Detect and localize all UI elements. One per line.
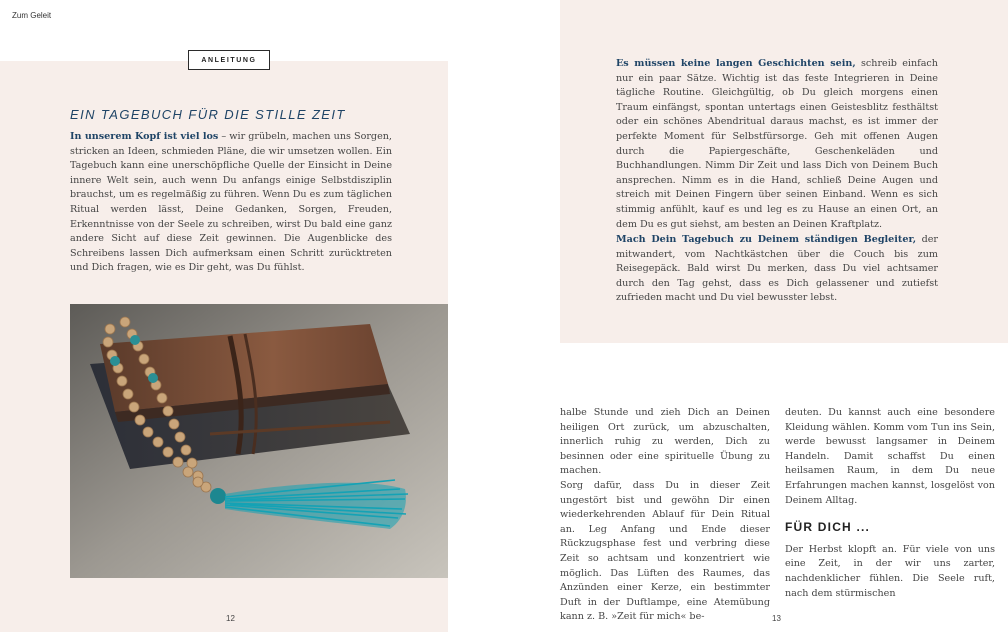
box-paragraph-1 xyxy=(616,57,938,232)
column-2-subheading: FÜR DICH ... xyxy=(785,520,871,535)
column-2-paragraph-2: Der Herbst klopft an. Für viele von uns eine Zeit, in der wir uns zarter, nachdenklicher fühlen. Die Seele ruft, nach dem stürmischen xyxy=(785,543,995,599)
intro-lead: In unserem Kopf ist viel los xyxy=(70,131,219,142)
column-1-paragraph-1: halbe Stunde und zieh Dich an Deinen heiligen Ort zurück, um abzuschalten, innerlich ruhig zu werden, Dich zu besinnen oder eine spirituelle Übung zu machen. xyxy=(560,407,770,477)
journal-mala-photo xyxy=(70,304,448,578)
box-paragraph-1-lead: Es müssen keine langen Geschichten sein, xyxy=(616,58,856,69)
column-1-paragraph-2: Sorg dafür, dass Du in dieser Zeit ungestört bist und gewöhn Dir einen wiederkehrenden Ablauf für Dein Ritual an. Leg Anfang und Ende dieser Rückzugsphase fest und verbring diese Zeit so achtsam und konzentriert wie möglich. Das Lüften des Raumes, das Anzünden einer Kerze, ein bestimmter Duft in der Duftlampe, eine Atemübung kann z. B. »Zeit für mich« be- xyxy=(560,479,770,623)
chapter-heading: EIN TAGEBUCH FÜR DIE STILLE ZEIT xyxy=(70,107,346,122)
box-paragraph-2-lead: Mach Dein Tagebuch zu Deinem ständigen Begleiter, xyxy=(616,234,917,245)
column-2-paragraph-1: deuten. Du kannst auch eine besondere Kleidung wählen. Komm vom Tun ins Sein, werde bewusst langsamer in Deinem Handeln. Damit schaffst Du einen heilsamen Raum, in dem Du neue Erfahrungen machen kannst, losgelöst von Deinem Alltag. xyxy=(785,407,995,506)
intro-text: – wir grübeln, machen uns Sorgen, stricken an Ideen, schmieden Pläne, die wir umsetzen wollen. Ein Tagebuch kann eine unerschöpfliche Quelle der Einsicht in Deine innere Welt sein, auch wenn Du anfangs einige Selbstdisziplin brauchst, um es regelmäßig zu führen. Wenn Du es zum täglichen Ritual werden lässt, Deine Gedanken, Sorgen, Freuden, Erkenntnisse von der Seele zu schreiben, wirst Du bald eine ganz andere Sicht auf diese Zeit gewinnen. Die Augenblicke des Schreibens lassen Dich aufmerksam einen Schritt zurücktreten und Dich fragen, wie es Dir geht, was Du fühlst. xyxy=(70,131,392,274)
page-number-right: 13 xyxy=(772,614,781,623)
page-number-left: 12 xyxy=(226,614,235,623)
box-paragraph-2 xyxy=(616,233,938,306)
text-column-1 xyxy=(560,406,770,625)
box-paragraph-1-text: schreib einfach nur ein paar Sätze. Wichtig ist das feste Integrieren in Deine tägliche Routine. Gleichgültig, ob Du gleich morgens einen Traum einfängst, spontan untertags einen Geistesblitz festhältst oder ein schönes Abendritual daraus machst, es ist immer der perfekte Moment für Selbstfürsorge. Geh mit offenen Augen durch die Papiergeschäfte, Geschenkeläden und Buchhandlungen. Nimm Dir Zeit und lass Dich von Deinem Buch ansprechen. Nimm es in die Hand, schließ Deine Augen und streich mit Deinen Fingern über seinen Einband. Wenn es sich stimmig anfühlt, kauf es und leg es zu Hause an einen Ort, an dem Du es gut siehst, am besten an Deinen Kraftplatz. xyxy=(616,58,938,230)
running-head: Zum Geleit xyxy=(12,11,52,20)
section-badge: ANLEITUNG xyxy=(188,50,270,70)
box-paragraph-2-text: der mitwandert, vom Nachtkästchen über die Couch bis zum Reisegepäck. Bald wirst Du merken, dass Du viel achtsamer durch den Tag gehst, dass es Dich gelassener und zutiefst zufrieden macht und Du viel bewusster lebst. xyxy=(616,234,938,304)
intro-paragraph xyxy=(70,130,392,276)
text-column-2 xyxy=(785,406,995,601)
